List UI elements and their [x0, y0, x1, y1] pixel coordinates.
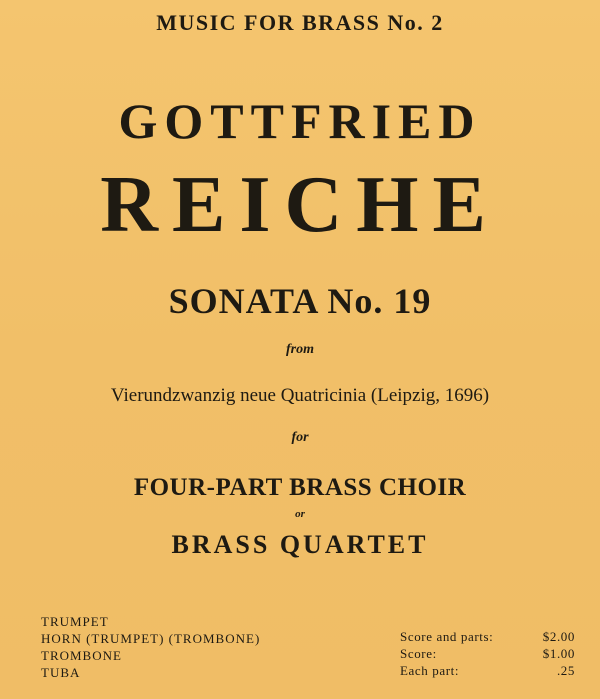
instrument-item: HORN (TRUMPET) (TROMBONE) [41, 631, 261, 646]
price-value: .25 [556, 663, 575, 678]
or-label: or [295, 508, 305, 520]
price-row [400, 628, 575, 645]
ensemble-alternate: BRASS QUARTET [171, 530, 429, 559]
composer-first-name: GOTTFRIED [118, 93, 482, 149]
price-value: $2.00 [542, 629, 575, 644]
price-label: Score and parts: [400, 629, 494, 644]
series-title: MUSIC FOR BRASS No. 2 [156, 10, 444, 35]
from-label: from [286, 342, 314, 357]
work-title: SONATA No. 19 [168, 281, 432, 321]
price-row [400, 645, 575, 662]
source-title: Vierundzwanzig neue Quatricinia (Leipzig, 1696) [110, 385, 490, 406]
price-label: Each part: [400, 663, 460, 678]
price-label: Score: [400, 646, 437, 661]
for-label: for [291, 430, 309, 445]
ensemble-primary: FOUR-PART BRASS CHOIR [133, 474, 467, 501]
instrument-item: TUBA [41, 665, 81, 680]
price-list [400, 628, 575, 679]
composer-last-name: REICHE [100, 161, 500, 249]
instrument-list [41, 613, 260, 681]
instrument-item: TRUMPET [41, 614, 109, 629]
price-row [400, 662, 575, 679]
price-value: $1.00 [542, 646, 575, 661]
instrument-item: TROMBONE [41, 648, 122, 663]
